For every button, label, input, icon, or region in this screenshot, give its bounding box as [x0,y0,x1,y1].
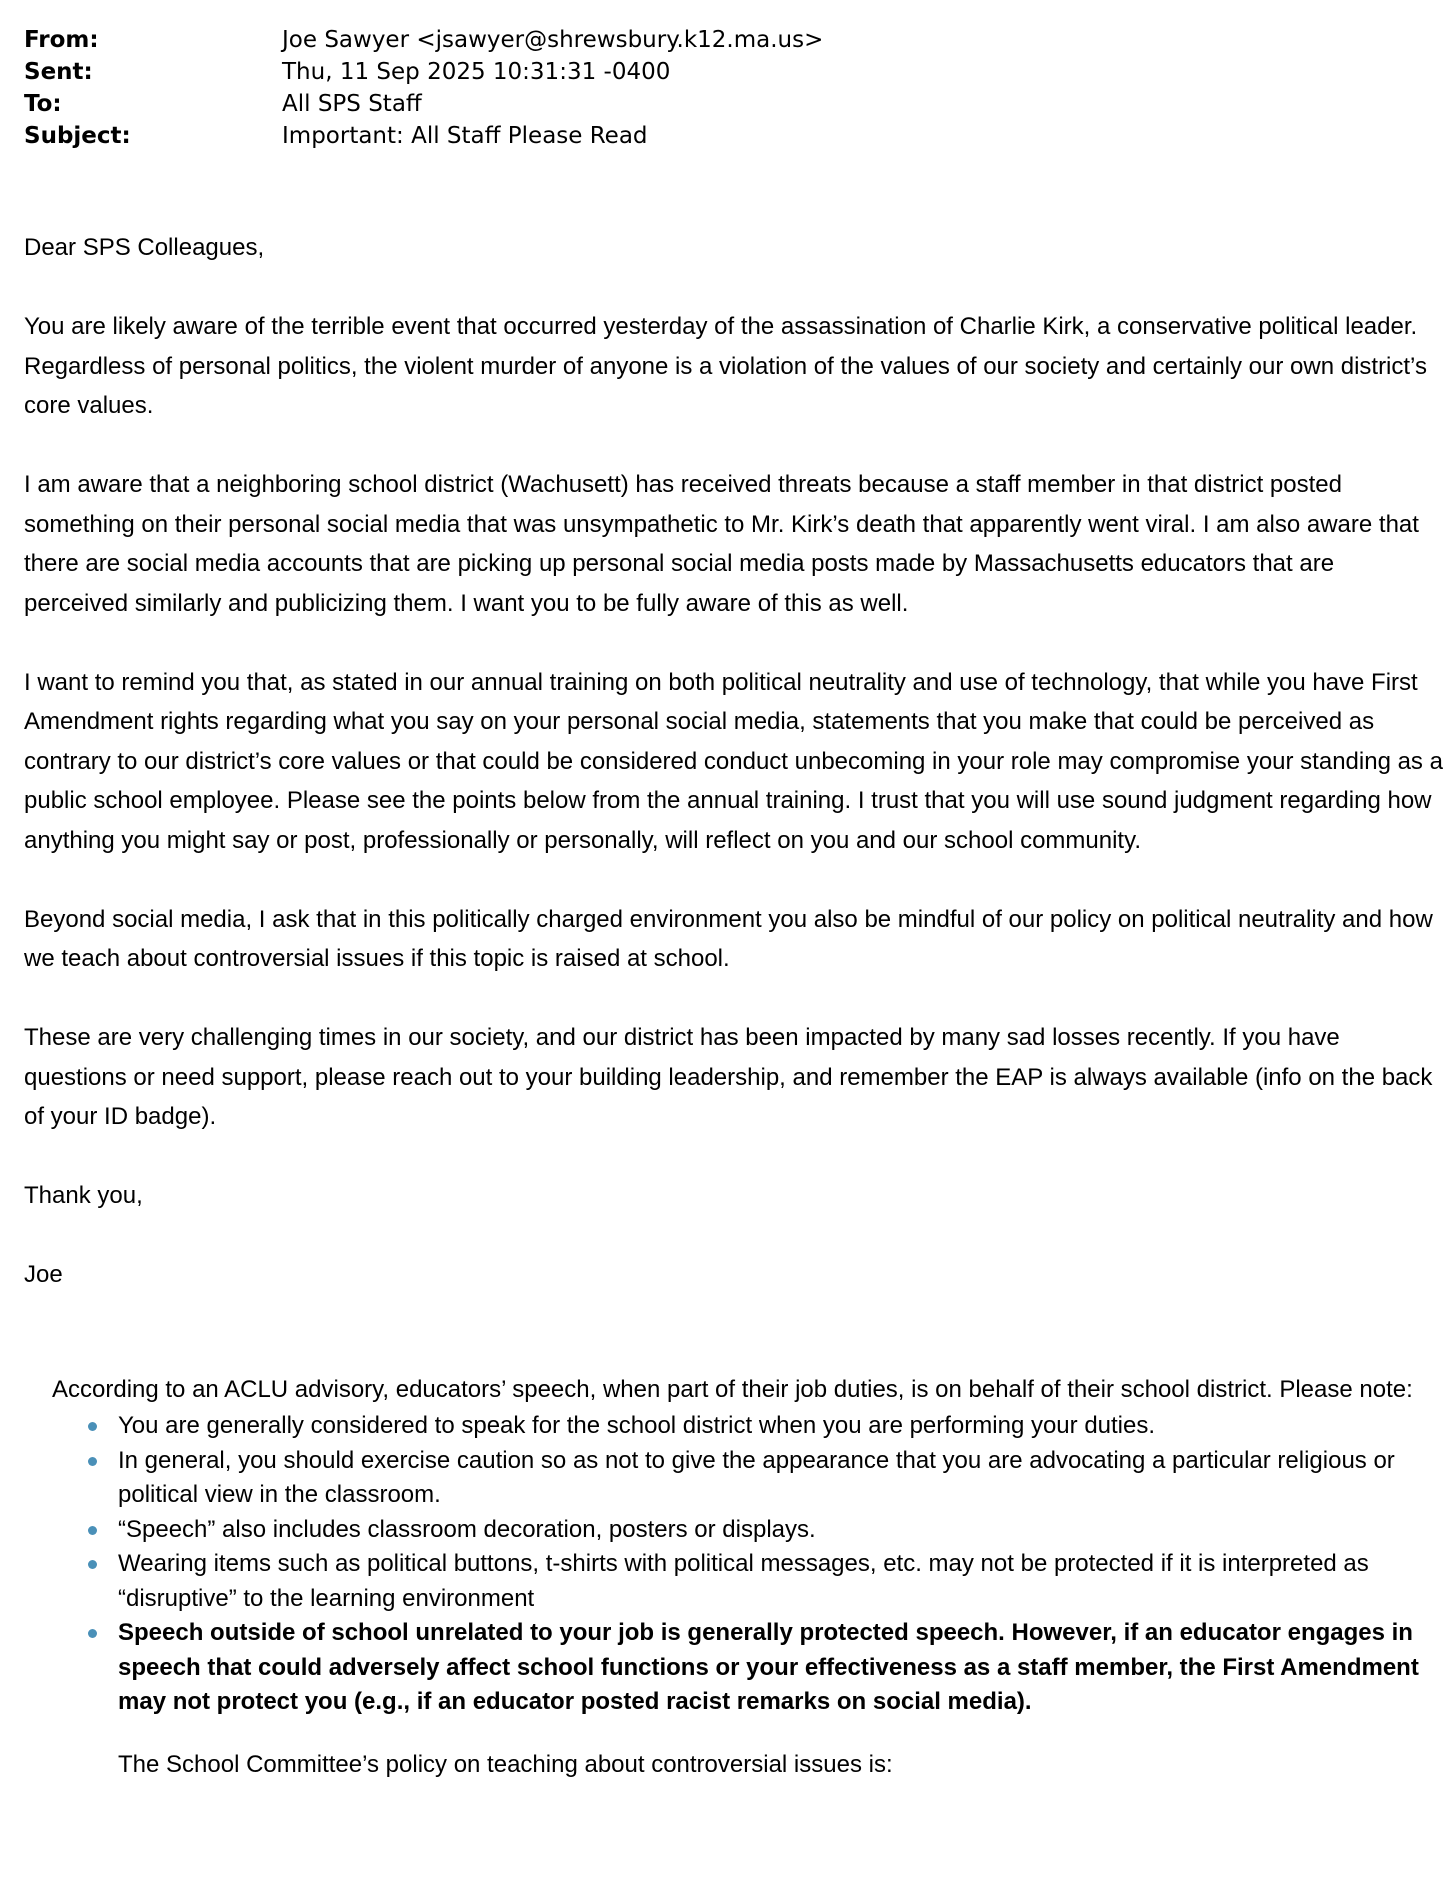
subject-label: Subject: [24,123,131,149]
list-item-text: You are generally considered to speak for the school district when you are performing your duties. [118,1412,1156,1439]
sent-row [24,56,823,88]
body-paragraph: These are very challenging times in our society, and our district has been impacted by many sad losses recently. If you have questions or need support, please reach out to your building leadership, and remember the EAP is always available (info on the back of your ID badge). [24,1024,1433,1130]
body-paragraph: I am aware that a neighboring school district (Wachusett) has received threats because a staff member in that district posted something on their personal social media that was unsympathetic to Mr. Kirk’s death that apparently went viral. I am also aware that there are social media accounts that are picking up personal social media posts made by Massachusetts educators that are perceived similarly and publicizing them. I want you to be fully aware of this as well. [24,471,1419,617]
training-excerpt [52,1370,1442,1782]
list-item [118,1547,1442,1616]
from-label: From: [24,27,99,53]
list-item [118,1616,1442,1720]
bullet-icon [88,1457,97,1466]
policy-line: The School Committee’s policy on teaching about controversial issues is: [118,1750,893,1778]
greeting: Dear SPS Colleagues, [24,234,265,261]
signature: Joe [24,1261,63,1288]
bullet-icon [88,1526,97,1535]
bullet-icon [88,1422,97,1431]
body-paragraph: I want to remind you that, as stated in our annual training on both political neutrality and use of technology, that while you have First Amendment rights regarding what you say on your personal social media, statements that you make that could be perceived as contrary to our district’s core values or that could be considered conduct unbecoming in your role may compromise your standing as a public school employee. Please see the points below from the annual training. I trust that you will use sound judgment regarding how anything you might say or post, professionally or personally, will reflect on you and our school community. [24,668,1443,854]
email-header [24,24,823,152]
email-body [24,228,1444,1334]
to-value: All SPS Staff [282,91,422,117]
list-item-text: Speech outside of school unrelated to your job is generally protected speech. However, if an educator engages in speech that could adversely affect school functions or your effectiveness as a staff member, the First Amendment may not protect you (e.g., if an educator posted racist remarks on social media). [118,1619,1419,1715]
bullet-icon [88,1560,97,1569]
sent-value: Thu, 11 Sep 2025 10:31:31 -0400 [282,59,671,85]
training-intro: According to an ACLU advisory, educators’ speech, when part of their job duties, is on behalf of their school district. Please note: [52,1376,1413,1403]
sent-label: Sent: [24,59,93,85]
to-label: To: [24,91,62,117]
list-item [118,1409,1442,1444]
from-value: Joe Sawyer <jsawyer@shrewsbury.k12.ma.us> [282,27,824,53]
subject-value: Important: All Staff Please Read [282,123,648,149]
bullet-icon [88,1629,97,1638]
list-item-text: “Speech” also includes classroom decoration, posters or displays. [118,1515,816,1543]
body-paragraph: You are likely aware of the terrible event that occurred yesterday of the assassination of Charlie Kirk, a conservative political leader. Regardless of personal politics, the violent murder of anyone is a violation of the values of our society and certainly our own district’s core values. [24,313,1427,419]
training-points [52,1409,1442,1720]
list-item [118,1513,1442,1548]
list-item-text: Wearing items such as political buttons, t-shirts with political messages, etc. may not be protected if it is interpreted as “disruptive” to the learning environment [118,1550,1369,1612]
closing: Thank you, [24,1182,143,1209]
subject-row [24,120,823,152]
list-item [118,1444,1442,1513]
body-paragraph: Beyond social media, I ask that in this politically charged environment you also be mindful of our policy on political neutrality and how we teach about controversial issues if this topic is raised at school. [24,905,1433,972]
list-item-text: In general, you should exercise caution so as not to give the appearance that you are advocating a particular religious or political view in the classroom. [118,1446,1395,1508]
from-row [24,24,823,56]
to-row [24,88,823,120]
